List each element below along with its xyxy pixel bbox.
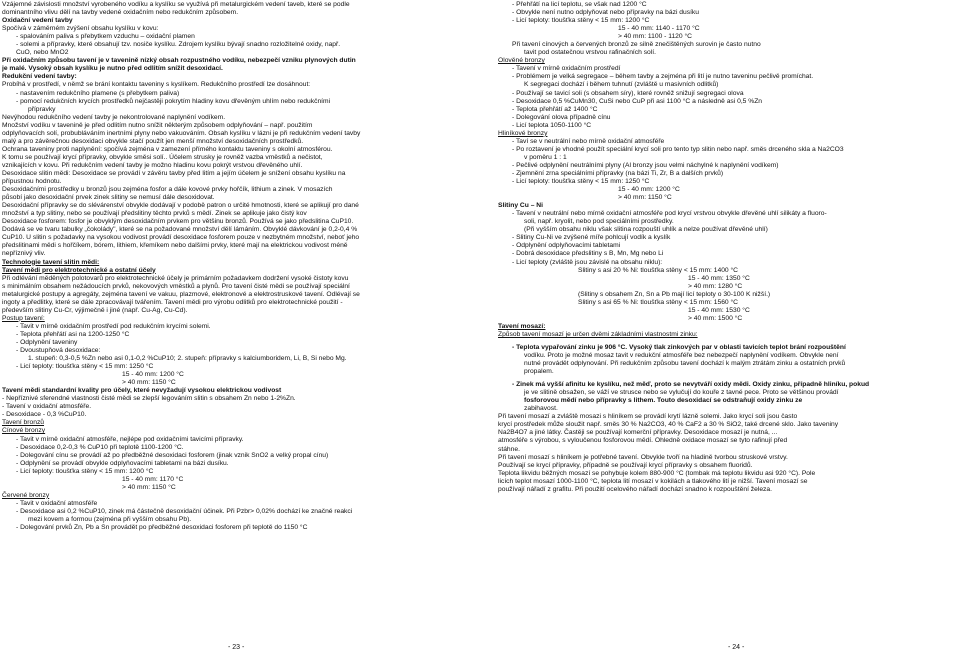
text-line: fosforovou mědí nebo přípravky s lithem. Touto desoxidací se odstraňují oxidy zinku ze bbox=[524, 397, 803, 405]
list-item: - Po roztavení je vhodné použít speciální krycí soli pro tento typ slitin nebo např. směs drceného skla a Na2CO3 bbox=[512, 145, 844, 153]
text-line: je malé. Vysoký obsah kyslíku je nutno před odlitím snížit desoxidací. bbox=[2, 65, 223, 73]
text-line: předslitinami mědi s hořčíkem, bórem, lithiem, křemíkem nebo dalšími prvky, které mají na elektrickou vodivost méně bbox=[2, 242, 348, 250]
list-item: - Odplynění odplyňovacími tabletami bbox=[512, 242, 621, 250]
text-line: CuO, nebo MnO2 bbox=[16, 49, 69, 57]
list-item: - Dolegování olova případně cínu bbox=[512, 113, 611, 121]
text-line: Při tavení mosazí a zvláště mosazi s hliníkem se provádí krytí lázně solemi. Jako krycí soli jsou často bbox=[498, 413, 798, 421]
text-line: používají nářadí z grafitu. Při použití ocelového nářadí dochází snadno k rozpouštění železa. bbox=[498, 485, 772, 493]
list-item: - Dobrá desoxidace předslitiny s B, Mn, Mg nebo Li bbox=[512, 250, 664, 258]
text-line: Způsob tavení mosazí je určen dvěmi základními vlastnostmi zinku: bbox=[498, 330, 698, 338]
text-line: > 40 mm: 1150 °C bbox=[618, 194, 672, 202]
list-item: - Slitiny Cu-Ni ve zvýšené míře pohlcují vodík a kyslík bbox=[512, 234, 671, 242]
text-line: 15 - 40 mm: 1530 °C bbox=[688, 306, 750, 314]
list-item: - spalováním paliva s přebytkem vzduchu – oxidační plamen bbox=[16, 33, 195, 41]
text-line: > 40 mm: 1500 °C bbox=[688, 314, 743, 322]
subsection-heading: Hliníkové bronzy bbox=[498, 129, 548, 137]
text-line: 15 - 40 mm: 1140 - 1170 °C bbox=[618, 25, 700, 33]
text-line: > 40 mm: 1280 °C bbox=[688, 282, 743, 290]
text-line: působí jako desoxidační prvek zinek slitiny se nemusí dále desoxidovat. bbox=[2, 194, 215, 202]
text-line: dominantního vlivu dělí na tavby vedené oxidačním nebo redukčním způsobem. bbox=[2, 9, 239, 17]
text-line: Ochrana taveniny proti naplynění: spočívá zejména v zamezení přímého kontaktu taveniny s okolní atmosférou. bbox=[2, 145, 333, 153]
text-line: 15 - 40 mm: 1200 °C bbox=[618, 186, 680, 194]
list-item: - nastavením redukčního plamene (s přebytkem paliva) bbox=[16, 89, 180, 97]
text-line: Množství vodíku v tavenině je před odlitím nutno snížit některým způsobem odplyňování – např. použitím bbox=[2, 121, 313, 129]
list-item: - Desoxidace 0,5 %CuMn30, CuSi nebo CuP při asi 1100 °C a následně asi 0,5 %Zn bbox=[512, 97, 763, 105]
text-line: 15 - 40 mm: 1170 °C bbox=[122, 475, 184, 483]
subsection-heading: Červené bronzy bbox=[2, 491, 50, 499]
text-line: Slitiny s asi 65 % Ni: tloušťka stěny < 15 mm: 1560 °C bbox=[578, 298, 738, 306]
subsection-heading: Slitiny Cu – Ni bbox=[498, 202, 543, 210]
text-line: Nevýhodou redukčního vedení tavby je nekontrolované naplynění vodíkem. bbox=[2, 113, 226, 121]
list-item: - Tavení v mírně oxidačním prostředí bbox=[512, 65, 621, 73]
text-line: vznikajících v kovu. Při redukčním vedení tavby je možno hladinu kovu pokrýt vrstvou dřevěného uhlí. bbox=[2, 161, 303, 169]
text-line: především slitiny Cu-Cr, výjimečně i jiné (např. Cu-Ag, Cu-Cd). bbox=[2, 306, 188, 314]
list-item: - Zinek má vyšší afinitu ke kyslíku, než měď, proto se nevytváří oxidy mědi. Oxidy zinku, případně hliníku, pokud bbox=[512, 381, 870, 389]
text-line: Při odlévání měděných polotovarů pro elektrotechnické účely je primárním požadavkem dodržení vysoké čistoty kovu bbox=[2, 274, 349, 282]
text-line: CuP10. U slitin s požadavky na vysokou vodivost provádí desoxidace fosforem pouze v nezbytném množství, neboť jeho bbox=[2, 234, 360, 242]
text-line: 1. stupeň: 0,3-0,5 %Zn nebo asi 0,1-0,2 %CuP10; 2. stupeň: přípravky s kalciumboridem, Li, B, Si nebo Mg. bbox=[28, 355, 347, 363]
text-line: přípravky bbox=[28, 105, 56, 113]
list-item: - Tavit v mírně oxidační atmosféře, nejlépe pod oxidačními tavicími přípravky. bbox=[16, 435, 244, 443]
list-item: - Problémem je velká segregace – během tavby a zejména při lití je nutno taveninu pečlivě promíchat. bbox=[512, 73, 814, 81]
text-line: malý a pro závěrečnou desoxidaci obvykle stačí použít jen menší množství desoxidačních prostředků. bbox=[2, 137, 304, 145]
section-heading: Technologie tavení slitin mědi: bbox=[2, 258, 100, 266]
list-item: - Licí teploty: tloušťka stěny < 15 mm: 1200 °C bbox=[16, 467, 154, 475]
text-line: atmosféře s výrobou, s vyloučenou fosforovou mědí. Ohledně oxidace mosazí se tyto rafinují před bbox=[498, 437, 788, 445]
list-item: - Teplota přehřátí až 1400 °C bbox=[512, 105, 598, 113]
left-column bbox=[2, 1, 477, 641]
list-item: - Taví se v neutrální nebo mírně oxidační atmosféře bbox=[512, 137, 665, 145]
text-line: Desoxidační přípravky se do slévárenství obvykle dodávají v podobě patron o určité hmotnosti, které se aplikují pro dané bbox=[2, 202, 359, 210]
text-line: nutné provádět odplynování. Při redukčním způsobu tavení dochází k malým ztrátám zinku a ostatních prvků bbox=[524, 360, 846, 368]
text-line: > 40 mm: 1150 °C bbox=[122, 483, 176, 491]
list-item: - Odplynění se provádí obvykle odplyňovacími tabletami na bázi dusíku. bbox=[16, 459, 229, 467]
subsection-heading: Cínové bronzy bbox=[2, 427, 46, 435]
text-line: Dodává se ve tvaru tabulky „čokolády", které se na požadované množství dělí lámáním. Obvyklé dávkování je 0,2-0,4 % bbox=[2, 226, 358, 234]
text-line: ingoty a předlitky, které se dále zpracovávají tvářením. Tavení mědi pro výrobu odlitků pro elektrotechnické použití - bbox=[2, 298, 343, 306]
text-line: > 40 mm: 1150 °C bbox=[122, 379, 176, 387]
text-line: > 40 mm: 1100 - 1120 °C bbox=[618, 33, 692, 41]
list-item: - Licí teploty: tloušťka stěny < 15 mm: 1250 °C bbox=[512, 178, 650, 186]
text-line: Desoxidace slitin mědi: Desoxidace se provádí v závěru tavby před litím a jejím účelem je snížení obsahu kyslíku na bbox=[2, 169, 346, 177]
subsection-heading: Tavení mědi standardní kvality pro účely, které nevyžadují vysokou elektrickou vodivost bbox=[2, 387, 282, 395]
text-line: krycí prostředek může sloužit např. směs 30 % Na2CO3, 40 % CaF2 a 30 % SiO2, také drcené sklo. Jako taveniny bbox=[498, 421, 839, 429]
text-line: Probíhá v prostředí, v němž se brání kontaktu taveniny s kyslíkem. Redukčního prostředí lze dosáhnout: bbox=[2, 81, 311, 89]
list-item: - Obvykle není nutno odplyňovat nebo přípravky na bázi dusíku bbox=[512, 9, 699, 17]
text-line: množství a typ slitiny, nebo se používají předslitiny těchto prvků s mědí. Zinek se aplikuje jako čistý kov bbox=[2, 210, 307, 218]
list-item: - Desoxidace 0,2-0,3 % CuP10 při teplotě 1100-1200 °C. bbox=[16, 443, 184, 451]
text-line: Na2B4O7 a jiné látky. Častěji se používají komerční přípravky. Desoxidace mosazí je nutná, ... bbox=[498, 429, 778, 437]
list-item: - Dolegování cínu se provádí až po předběžné desoxidaci fosforem (jinak vznik SnO2 a velký propal cínu) bbox=[16, 451, 329, 459]
subsection-heading: Postup tavení: bbox=[2, 314, 45, 322]
text-line: Při tavení mosazí s hliníkem je potřebné tavení. Obvykle tvoří na hladině tvorbou struskové vrstvy. bbox=[498, 453, 788, 461]
text-line: stáhne. bbox=[498, 445, 520, 453]
text-line: Desoxidačními prostředky u bronzů jsou zejména fosfor a dále kovové prvky hořčík, lithium a zinek. V mosazích bbox=[2, 186, 333, 194]
text-line: - Desoxidace - 0,3 %CuP10. bbox=[2, 411, 87, 419]
list-item: - solemi a přípravky, které obsahují tzv. nosiče kyslíku. Zdrojem kyslíku bývají snadno rozložitelné oxidy, např. bbox=[16, 41, 341, 49]
right-column bbox=[498, 1, 958, 641]
text-line: licích teplot mosazí 1000-1100 °C, teplota lití mosazí v kokilách a tlakového lití je nižší. Tavení mosazí se bbox=[498, 477, 808, 485]
text-line: Teplota likvidu běžných mosazí se pohybuje kolem 880-900 °C (tombak má teplotu likvidu asi 920 °C). Pole bbox=[498, 469, 816, 477]
text-line: v poměru 1 : 1 bbox=[524, 153, 567, 161]
text-line: Při oxidačním způsobu tavení je v tavenině nízký obsah rozpustného vodíku, nebezpečí vzniku plynových dutin bbox=[2, 57, 356, 65]
text-line: zabihavost. bbox=[524, 405, 558, 413]
text-line: mezi kovem a formou (zejména při vyšším obsahu Pb). bbox=[28, 516, 192, 523]
list-item: - Licí teploty: tloušťka stěny < 15 mm: 1250 °C bbox=[16, 363, 154, 371]
text-line: vodíku. Proto je možné mosaz tavit v redukční atmosféře bez nebezpečí naplynění vodíkem. Obvykle není bbox=[524, 352, 839, 360]
list-item: - Přehřátí na licí teplotu, se však nad 1200 °C bbox=[512, 1, 647, 8]
section-heading: Redukční vedení tavby: bbox=[2, 73, 77, 81]
list-item: - Tavení v neutrální nebo mírně oxidační atmosféře pod krycí vrstvou obvykle dřevěné uhlí silikáty a fluoro- bbox=[512, 210, 827, 218]
list-item: - Tavit v mírně oxidačním prostředí pod redukčním krycími solemi. bbox=[16, 322, 211, 330]
text-line: Desoxidace fosforem: fosfor je obvyklým desoxidačním prvkem pro většinu bronzů. Používá se jako předslitina CuP10. bbox=[2, 218, 354, 226]
text-line: s minimálním obsahem nežádoucích prvků, nekovových vměstků a plynů. Pro tavení čisté mědi se používají speciální bbox=[2, 282, 350, 290]
subsection-heading: Olověné bronzy bbox=[498, 57, 545, 65]
list-item: - Licí teplota 1050-1100 °C bbox=[512, 121, 592, 129]
list-item: - Používají se tavicí soli (s obsahem síry), které rovněž snižují segregaci olova bbox=[512, 89, 744, 97]
text-line: Při tavení cínových a červených bronzů ze silně znečištěných surovin je často nutno bbox=[512, 41, 761, 49]
text-line: metalurgické postupy a agregáty, zejména tavení ve vakuu, plazmové, elektronové a elektrostruskové tavení. Odlévají se bbox=[2, 290, 360, 298]
text-line: - Tavení v oxidační atmosféře. bbox=[2, 403, 92, 411]
text-line: nepříznivý vliv. bbox=[2, 250, 46, 258]
text-line: K tomu se používají krycí přípravky, obvykle směsi solí.. Účelem strusky je rovněž vazba vměstků a nečistot, bbox=[2, 153, 323, 161]
text-line: odplyňovacích solí, probubláváním inertními plyny nebo vakuováním. Obsah kyslíku v lázni je při redukčním vedení tavby bbox=[2, 129, 361, 137]
text-line: - Nepříznivé sferendné vlastnosti čisté mědi se zlepší legováním slitin s obsahem Zn nebo 1-2%Zn. bbox=[2, 395, 296, 403]
text-line: je ve slitině obsažen, se váží ve strusce nebo se vylučují do kouře z tavné pece. Proto se většinou provádí bbox=[524, 389, 839, 397]
text-line: Slitiny s asi 20 % Ni: tloušťka stěny < 15 mm: 1400 °C bbox=[578, 266, 738, 274]
list-item: - Odplynění taveniny bbox=[16, 338, 78, 346]
text-line: soli, např. kryolit, nebo pod speciálními prostředky. bbox=[524, 218, 674, 226]
list-item: - Tavit v oxidační atmosféře bbox=[16, 499, 98, 507]
text-line: Používají se krycí přípravky, případně se používají krycí přípravky s obsahem fluoridů. bbox=[498, 461, 753, 469]
list-item: - Dolegování prvků Zn, Pb a Sn provádět po předběžné desoxidaci fosforem při teplotě do 1150 °C bbox=[16, 524, 308, 532]
text-line: Spočívá v záměrném zvýšení obsahu kyslíku v kovu: bbox=[2, 25, 159, 33]
list-item: - Desoxidace asi 0,2 %CuP10, zinek má částečně desoxidační účinek. Při Pzbr> 0,02% dochází ke značné reakci bbox=[16, 507, 353, 515]
text-line: 15 - 40 mm: 1200 °C bbox=[122, 371, 184, 379]
list-item: - Licí teploty: tloušťka stěny < 15 mm: 1200 °C bbox=[512, 17, 650, 25]
page-number: - 24 - bbox=[728, 644, 745, 651]
text-line: K segregaci dochází i během tuhnutí (zvláště u masivních odlitků) bbox=[524, 81, 719, 89]
list-item: - Teplota vypařování zinku je 906 °C. Vysoký tlak zinkových par v oblasti tavicích teplot brání rozpouštění bbox=[512, 343, 846, 351]
list-item: - Pečlivé odplynění neutrálními plyny (Al bronzy jsou velmi náchylné k naplynění vodíkem) bbox=[512, 161, 779, 169]
list-item: - pomocí redukčních krycích prostředků nejčastěji pokrytím hladiny kovu dřevěným uhlím nebo redukčními bbox=[16, 97, 331, 105]
text-line: propalem. bbox=[524, 368, 554, 376]
list-item: - Licí teploty (zvláště jsou závislé na obsahu niklu): bbox=[512, 258, 663, 266]
text-line: (Slitiny s obsahem Zn, Sn a Pb mají licí teploty o 30-100 K nižší.) bbox=[578, 290, 771, 298]
text-line: tavit pod ostatečnou vrstvou rafinačních solí. bbox=[524, 49, 656, 57]
text-line: přípustnou hodnotu. bbox=[2, 178, 62, 186]
subsection-heading: Tavení mědi pro elektrotechnické a ostatní účely bbox=[2, 266, 156, 274]
list-item: - Teplota přehřátí asi na 1200-1250 °C bbox=[16, 330, 130, 338]
list-item: - Dvoustupňová desoxidace: bbox=[16, 347, 101, 355]
text-line: Vzájemné závislosti množství vyrobeného vodíku a kyslíku se využívá při metalurgickém vedení taveb, které se podle bbox=[2, 1, 350, 8]
list-item: - Zjemnění zrna speciálními přípravky (na bázi Ti, Zr, B a dalších prvků) bbox=[512, 169, 724, 177]
section-heading: Oxidační vedení tavby bbox=[2, 17, 73, 25]
text-line: 15 - 40 mm: 1350 °C bbox=[688, 274, 750, 282]
page-number: - 23 - bbox=[228, 644, 245, 651]
text-line: (Při vyšším obsahu niklu však slitina rozpouští uhlík a nelze používat dřevěné uhlí) bbox=[524, 226, 768, 234]
section-heading: Tavení mosazí: bbox=[498, 322, 546, 330]
section-heading: Tavení bronzů bbox=[2, 419, 45, 427]
